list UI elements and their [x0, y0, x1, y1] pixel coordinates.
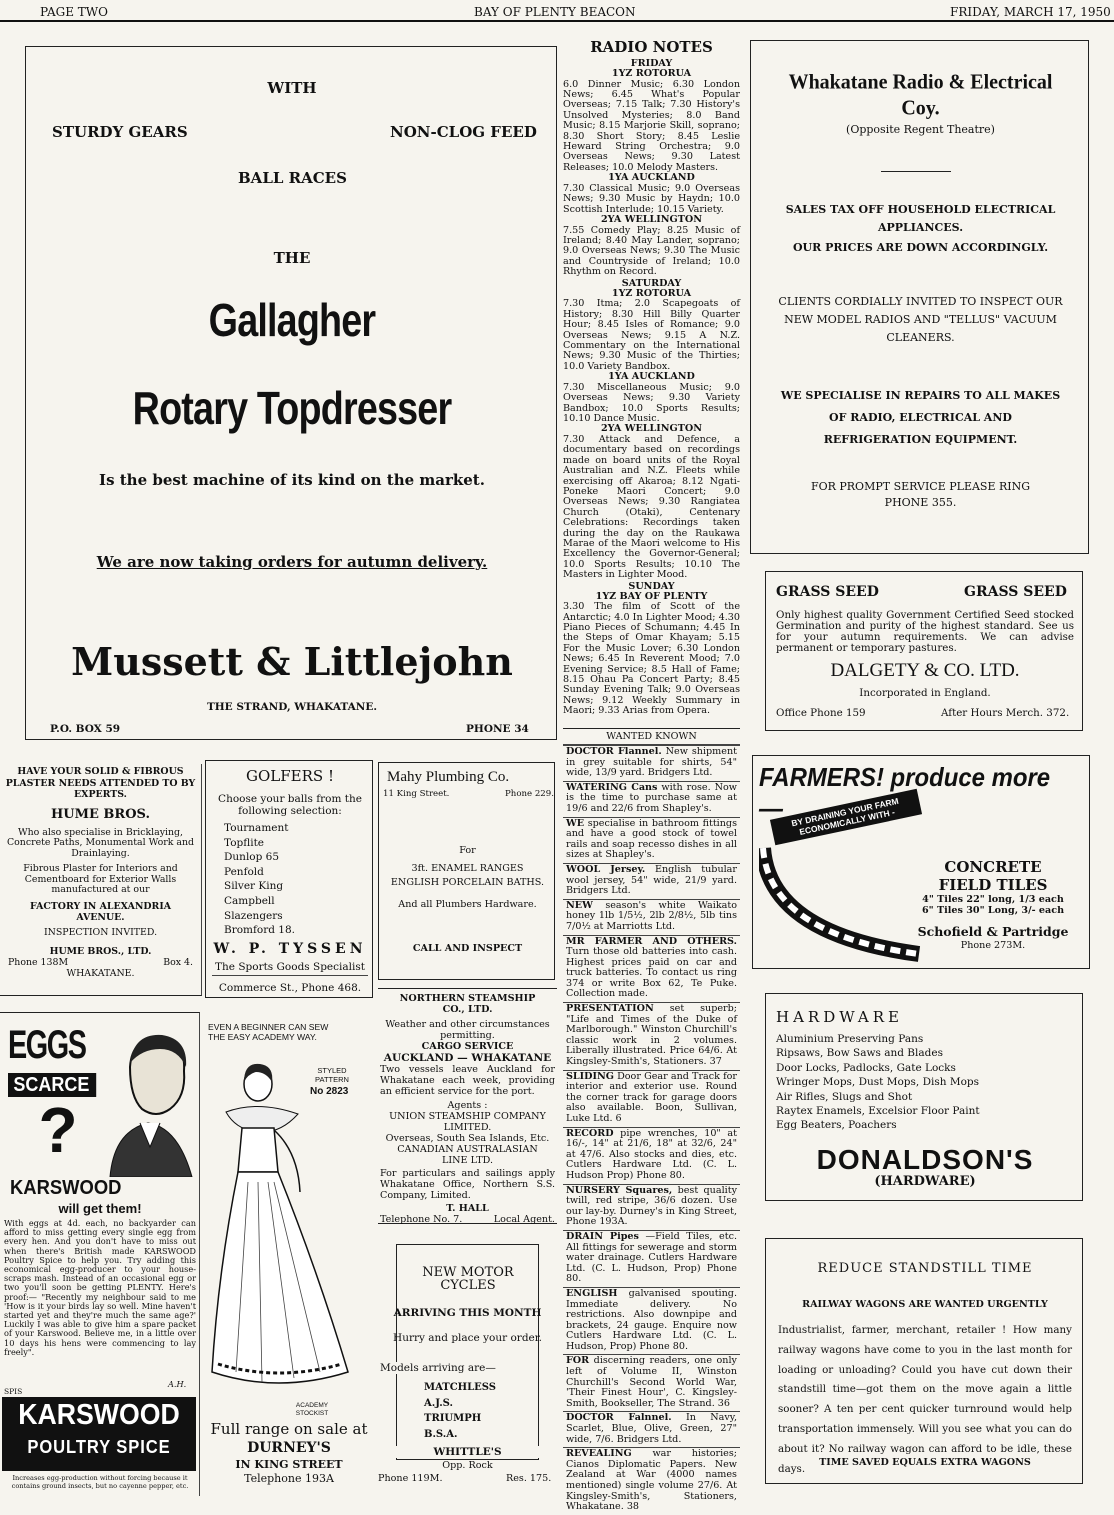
- tagline: Is the best machine of its kind on the market.: [99, 471, 485, 489]
- service-notice: FOR PROMPT SERVICE PLEASE RING PHONE 355.: [810, 480, 1031, 509]
- hume-factory: FACTORY IN ALEXANDRIA AVENUE.: [29, 901, 172, 924]
- wanted-item: [563, 817, 740, 863]
- steam-weather: Weather and other circumstances permitting.: [385, 1019, 550, 1041]
- radio-station: 2YA WELLINGTON: [601, 214, 702, 226]
- motor-cycles-ad: [378, 1232, 557, 1494]
- steam-agents: Agents :: [447, 1100, 488, 1111]
- golf-ball-item: Campbell: [224, 894, 275, 907]
- karswood-bottom-1: KARSWOOD: [18, 1399, 180, 1431]
- wanted-item-lead: NEW: [566, 899, 593, 911]
- wanted-item-text: with rose. Now is the time to purchase same at 19/6 and 22/6 from Shapley's.: [566, 781, 737, 814]
- short-rule: [881, 171, 951, 172]
- wanted-item-text: English tubular wool jersey, 54" wide, 21/9 yard. Bridgers Ltd.: [566, 863, 737, 897]
- grass-seed-ad: [765, 571, 1083, 731]
- golfers-ad: [205, 760, 373, 998]
- radio-day-heading: SATURDAY: [621, 277, 682, 289]
- karswood-word: KARSWOOD: [10, 1177, 122, 1199]
- steam-text: Two vessels leave Auckland for Whakatane each week, providing an efficient service for the port.: [380, 1064, 555, 1097]
- schofield-phone: Phone 273M.: [960, 940, 1026, 951]
- radio-programme: 7.30 Itma; 2.0 Scapegoats of History; 8.30 Hill Billy Quarter Hour; 8.45 Isles of Romance; 9.0 Overseas News; 9.15 A N.Z. Commentary on the International News; 9.30 Music of the Thirties; 10.0 Variety Bandbox.: [563, 298, 740, 372]
- motor-model: A.J.S.: [424, 1397, 454, 1409]
- clog-label: NON-CLOG FEED: [390, 123, 537, 141]
- steam-union: UNION STEAMSHIP COMPANY LIMITED.: [389, 1111, 546, 1133]
- academy-line-1: EVEN A BEGINNER CAN SEW: [208, 1022, 329, 1032]
- wanted-list: [563, 745, 740, 1515]
- wanted-item: [563, 1230, 740, 1287]
- durneys-street: IN KING STREET: [235, 1458, 343, 1471]
- get-them: will get them!: [58, 1201, 142, 1216]
- wanted-item: [563, 1184, 740, 1230]
- motor-model: TRIUMPH: [424, 1413, 482, 1424]
- radio-station: 1YZ ROTORUA: [611, 68, 692, 79]
- whittles-res: Res. 175.: [506, 1473, 552, 1484]
- races-label: BALL RACES: [238, 169, 347, 187]
- firm-name: Mussett & Littlejohn: [71, 639, 513, 684]
- radio-firm-opposite: (Opposite Regent Theatre): [846, 123, 995, 136]
- radio-programme: 3.30 The film of Scott of the Antarctic; 4.0 In Lighter Mood; 4.30 Piano Pieces of Schumann; 4.45 In the Steps of Omar Khayam; 5.15 For the Music Lover; 6.30 London News; 6.45 In Reverent Mood; 7.0 Evening Service; 8.5 Hall of Fame; 8.15 Ohau Pa Concert Party; 8.45 Sunday Evening Talk; 9.0 Overseas News; 9.12 Weekly Summary in Maori; 9.33 Arias from Opera.: [563, 601, 740, 717]
- wanted-item-lead: PRESENTATION: [566, 1003, 654, 1015]
- wanted-item-lead: FOR: [566, 1355, 590, 1367]
- durneys-tel: Telephone 193A: [244, 1472, 334, 1485]
- wanted-item: [563, 1447, 740, 1515]
- wanted-item: [563, 1002, 740, 1070]
- wanted-item: [563, 781, 740, 817]
- mahy-call: CALL AND INSPECT: [412, 943, 523, 954]
- styled-pattern: STYLED PATTERN: [315, 1066, 349, 1084]
- pipe-curve: [763, 848, 919, 954]
- motor-title: NEW MOTOR CYCLES: [422, 1265, 514, 1293]
- motor-list: [424, 1380, 496, 1442]
- mahy-for: For: [459, 845, 476, 856]
- grass-seed-left: GRASS SEED: [776, 584, 879, 600]
- steam-overseas: Overseas, South Sea Islands, Etc.: [385, 1133, 550, 1144]
- hardware-item: Ripsaws, Bow Saws and Blades: [776, 1047, 943, 1060]
- motor-model: B.S.A.: [424, 1428, 458, 1440]
- hume-phone-row: [0, 957, 201, 968]
- mahy-plumbing-ad: [378, 762, 555, 980]
- academy-stockist: ACADEMY STOCKIST: [295, 1402, 329, 1417]
- hardware-item: Aluminium Preserving Pans: [776, 1033, 924, 1045]
- issue-date: FRIDAY, MARCH 17, 1950: [950, 5, 1111, 19]
- grass-seed-right: GRASS SEED: [964, 584, 1067, 600]
- golf-ball-list: [224, 821, 295, 938]
- radio-notes: [563, 38, 740, 728]
- wanted-item: [563, 899, 740, 935]
- golf-ball-item: Slazengers: [224, 909, 283, 922]
- after-hours-phone: After Hours Merch. 372.: [941, 707, 1070, 719]
- hardware-item: Raytex Enamels, Excelsior Floor Paint: [776, 1105, 980, 1118]
- grass-seed-text: Only highest quality Government Certified Seed stocked Germination and purity of the highest standard. See us for your autumn requirements. We can advise permanent or temporary pastures.: [776, 609, 1074, 654]
- mahy-street: 11 King Street.: [383, 789, 450, 799]
- standstill-urgent: RAILWAY WAGONS ARE WANTED URGENTLY: [802, 1299, 1048, 1310]
- standstill-title: REDUCE STANDSTILL TIME: [817, 1261, 1033, 1276]
- wanted-item-lead: DOCTOR Flannel.: [566, 746, 662, 757]
- figure-skirt: [212, 1172, 348, 1383]
- hume-invite: INSPECTION INVITED.: [43, 926, 158, 938]
- whittles-opp: Opp. Rock: [442, 1460, 493, 1471]
- radio-firm-name: Whakatane Radio & Electrical Coy.: [788, 70, 1053, 120]
- wanted-item-lead: DRAIN Pipes: [566, 1230, 639, 1242]
- wanted-item: [563, 935, 740, 1003]
- tyssen-rule: [212, 975, 368, 976]
- motor-models: Models arriving are—: [380, 1362, 496, 1374]
- radio-programme: 7.30 Miscellaneous Music; 9.0 Overseas News; 9.30 Variety Bandbox; 10.0 Sports Results; 10.10 Dance Music.: [563, 381, 740, 424]
- wanted-item-text: set superb; "Life and Times of the Duke of Marlborough." Winston Churchill's classic work in 2 volumes. Liberally illustrated. Price 64/6. At Kingsley-Smith's, Stationers. 37: [566, 1003, 737, 1068]
- radio-programme: 6.0 Dinner Music; 6.30 London News; 6.45 What's Popular Overseas; 7.15 Talk; 7.30 History's Unsolved Mysteries; 8.0 Band Music; 8.15 Marjorie Skill, soprano; 8.30 Short Story; 8.45 Leslie Heward String Orchestra; 9.0 Overseas News; 9.30 Latest Releases; 10.0 Melody Masters.: [563, 78, 740, 173]
- hardware-item: Door Locks, Padlocks, Gate Locks: [776, 1061, 956, 1074]
- academy-line-2: THE EASY ACADEMY WAY.: [208, 1032, 317, 1042]
- with-label: WITH: [267, 79, 317, 97]
- firm-phone: PHONE 34: [466, 723, 529, 735]
- donaldson-name: DONALDSON'S: [816, 1144, 1034, 1175]
- hume-top: HAVE YOUR SOLID & FIBROUS PLASTER NEEDS ATTENDED TO BY EXPERTS.: [5, 766, 196, 800]
- whittles: WHITTLE'S: [378, 1446, 557, 1458]
- motor-hurry: Hurry and place your order.: [393, 1332, 542, 1344]
- farmers-tiles-ad: [752, 755, 1090, 969]
- wanted-item: [563, 1127, 740, 1184]
- golf-ball-item: Tournament: [224, 822, 289, 834]
- standstill-ad: [765, 1238, 1083, 1484]
- hardware-item: Egg Beaters, Poachers: [776, 1119, 897, 1132]
- wanted-item-text: galvanised spouting. Immediate delivery. No restrictions. Also downpipe and brackets, 24 gauge. Enquire now Cutlers Hardware Ltd. (C. L. Hudson, Prop) Phone 80.: [566, 1287, 737, 1352]
- golf-ball-item: Dunlop 65: [224, 851, 280, 864]
- mahy-phone: Phone 229.: [505, 789, 554, 799]
- radio-station: 1YZ BAY OF PLENTY: [595, 590, 708, 602]
- golf-ball-item: Silver King: [224, 880, 284, 893]
- eggs-word: EGGS: [8, 1023, 86, 1067]
- wanted-item-lead: ENGLISH: [566, 1287, 618, 1299]
- donaldson-sub: (HARDWARE): [874, 1174, 976, 1189]
- golfers-intro: Choose your balls from the following selection:: [218, 793, 362, 817]
- tyssen-addr: Commerce St., Phone 468.: [218, 982, 362, 994]
- motor-model: MATCHLESS: [424, 1382, 497, 1393]
- karswood-foot: Increases egg-production without forcing because it contains ground insects, but no cayenne pepper, etc.: [11, 1474, 189, 1490]
- tiles-title-2: FIELD TILES: [938, 876, 1048, 894]
- standstill-text: Industrialist, farmer, merchant, retailer ! How many railway wagons have come to you in the last month for loading or unloading? Could you have cut down their standstill time—got them on the move again a little sooner? A ten per cent quicker turnround would help transportation immensely. Will you see what you can do about it? No railway wagon can afford to be idle, these days.: [778, 1324, 1072, 1475]
- hume-p1: Who also specialise in Bricklaying, Concrete Paths, Monumental Work and Drainlaying.: [6, 826, 195, 860]
- figure-bodice: [238, 1128, 278, 1172]
- golf-ball-item: Bromford 18.: [224, 924, 295, 937]
- steam-route: AUCKLAND — WHAKATANE: [383, 1052, 552, 1064]
- steamship-ad: [378, 988, 557, 1224]
- wanted-item-lead: NURSERY Squares,: [566, 1184, 673, 1196]
- steam-canadian: CANADIAN AUSTRALASIAN LINE LTD.: [397, 1144, 538, 1166]
- steam-cargo: CARGO SERVICE: [421, 1041, 514, 1052]
- wanted-item: [563, 863, 740, 899]
- wanted-item-lead: REVEALING: [566, 1448, 632, 1460]
- tiles-title-1: CONCRETE: [944, 858, 1042, 876]
- mahy-name: Mahy Plumbing Co.: [387, 769, 510, 785]
- radio-station: 1YA AUCKLAND: [608, 172, 695, 184]
- steam-tel-row: [378, 1214, 557, 1225]
- wanted-item-lead: WATERING Cans: [566, 781, 658, 793]
- hume-phone: Phone 138M: [8, 956, 69, 968]
- academy-ad: [204, 1016, 374, 1496]
- donaldson-hardware-ad: [765, 993, 1083, 1201]
- full-range: Full range on sale at: [210, 1420, 368, 1438]
- wanted-item-text: specialise in bathroom fittings and have a good stock of towel rails and soap recesso dishes in all sizes at Shapley's.: [566, 817, 737, 861]
- karswood-sig: A.H.: [168, 1379, 187, 1389]
- hume-town: WHAKATANE.: [66, 967, 135, 979]
- page-number: PAGE TWO: [40, 5, 108, 19]
- wanted-item: [563, 1354, 740, 1411]
- whittles-phone: Phone 119M.: [378, 1473, 443, 1484]
- wanted-item-lead: RECORD: [566, 1127, 614, 1139]
- steam-hall: T. HALL: [446, 1203, 489, 1214]
- wanted-item-lead: MR FARMER AND OTHERS.: [566, 935, 737, 947]
- product-name-2: Rotary Topdresser: [132, 382, 452, 434]
- durneys: DURNEY'S: [247, 1440, 331, 1456]
- golf-ball-item: Topflite: [224, 836, 265, 849]
- office-phone: Office Phone 159: [776, 707, 866, 719]
- question-mark: ?: [38, 1094, 78, 1166]
- wanted-item-text: best quality twill, red stripe, 36/6 dozen. Use our lay-by. Durney's in King Street, Phone 193A.: [566, 1184, 737, 1228]
- hardware-item: Wringer Mops, Dust Mops, Dish Mops: [776, 1076, 980, 1089]
- whakatane-radio-ad: [750, 40, 1089, 554]
- dalgety-inc: Incorporated in England.: [859, 687, 991, 699]
- motor-arriving: ARRIVING THIS MONTH: [393, 1307, 542, 1319]
- man-portrait-illustration: [100, 1027, 196, 1177]
- wanted-item-text: Turn those old batteries into cash. Highest prices paid on car and truck batteries. To contact us ring 374 or write Box 62, Te Puke. Collection made.: [566, 946, 737, 1000]
- hume-bros-ad: [0, 764, 202, 996]
- the-label: THE: [273, 249, 311, 267]
- wanted-item-text: pipe wrenches, 10" at 16/-, 14" at 21/6, 18" at 32/6, 24" at 47/6. Also stocks and dies, etc. Cutlers Hardware Ltd. (C. L. Hudson Prop) Phone 80.: [566, 1127, 737, 1181]
- pattern-number: No 2823: [310, 1086, 349, 1097]
- hardware-title: HARDWARE: [776, 1008, 903, 1026]
- wanted-item-text: —Field Tiles, etc. All fittings for sewerage and storm water drainage. Cutlers Hardware Ltd. (C. L. Hudson, Prop) Phone 80.: [566, 1230, 738, 1285]
- wanted-item-text: season's white Waikato honey 1lb 1/5½, 2lb 2/8½, 5lb tins 7/0½ at Marriotts Ltd.: [566, 899, 737, 932]
- paper-name: BAY OF PLENTY BEACON: [474, 5, 636, 19]
- steam-agent: Local Agent.: [493, 1214, 555, 1225]
- dalgety-name: DALGETY & CO. LTD.: [830, 660, 1020, 681]
- radio-listings: [563, 58, 740, 717]
- mahy-l1: 3ft. ENAMEL RANGES: [411, 863, 524, 874]
- karswood-text: With eggs at 4d. each, no backyarder can afford to miss getting every single egg from every hen. And you don't have to miss out when there's British made KARSWOOD Poultry Spice to help you. Try adding this economical egg-producer to your house-scraps mash. Instead of an occasional egg or two you'll soon be getting PLENTY. Here's proof:— "Recently my neighbour said to me 'How is it your birds lay so well. Mine haven't started yet and they're much the same age?' Luckily I was able to give him a spare packet of your Karswood. Believe me, in a little over 10 days his hens were commencing to lay freely".: [4, 1218, 196, 1357]
- radio-day-heading: FRIDAY: [630, 58, 673, 69]
- karswood-bottom-2: POULTRY SPICE: [27, 1437, 171, 1457]
- wanted-item-text: New shipment in grey suitable for shirts, 54" wide, 13/9 yard. Bridgers Ltd.: [566, 746, 737, 779]
- wanted-item-text: In Navy, Scarlet, Blue, Olive, Green, 27" wide, 7/6. Bridgers Ltd.: [566, 1412, 737, 1445]
- farmers-banner: BY DRAINING YOUR FARM ECONOMICALLY WITH -: [770, 789, 922, 846]
- radio-title: RADIO NOTES: [590, 38, 713, 56]
- farmers-headline: FARMERS! produce more —: [759, 762, 1051, 823]
- wanted-known: [563, 730, 740, 1513]
- hume-name: HUME BROS.: [50, 806, 150, 822]
- hume-p2: Fibrous Plaster for Interiors and Cementboard for Exterior Walls manufactured at our: [23, 862, 178, 896]
- page-header: [0, 0, 1114, 22]
- wanted-item-lead: WOOL Jersey.: [566, 863, 646, 875]
- wanted-item-text: discerning readers, one only left of Volume II, Winston Churchill's Second World War, 'Their Finest Hour', C. Kingsley-Smith, Bookseller, The Strand. 36: [566, 1355, 737, 1409]
- orders-line: We are now taking orders for autumn delivery.: [96, 553, 488, 571]
- po-box: P.O. BOX 59: [50, 723, 121, 735]
- tiles-spec-2: 6" Tiles 30" Long, 3/- each: [921, 905, 1065, 916]
- spis-label: SPIS: [4, 1387, 23, 1396]
- schofield-name: Schofield & Partridge: [917, 924, 1069, 939]
- hume-ltd: HUME BROS., LTD.: [49, 945, 152, 957]
- golfers-title: GOLFERS !: [246, 767, 334, 785]
- wanted-item-lead: DOCTOR Falnnel.: [566, 1412, 672, 1424]
- tiles-spec-1: 4" Tiles 22" long, 1/3 each: [922, 894, 1064, 905]
- golf-ball-item: Penfold: [224, 865, 264, 878]
- product-name-1: Gallagher: [208, 294, 376, 346]
- wanted-item-lead: WE: [566, 817, 585, 829]
- wanted-item-text: war histories; Cianos Diplomatic Papers. New Zealand at War (4000 names mentioned) single volume 27/6. At Kingsley-Smith's, Stationers, Whakatane. 38: [566, 1448, 737, 1513]
- wanted-item-text: Door Gear and Track for interior and exterior use. Round the corner track for garage doors also available. Boon, Sullivan, Luke Ltd. 6: [566, 1070, 737, 1124]
- mahy-l3: And all Plumbers Hardware.: [398, 899, 537, 910]
- wanted-item: [563, 1070, 740, 1127]
- standstill-footer: TIME SAVED EQUALS EXTRA WAGONS: [819, 1457, 1031, 1468]
- gallagher-ad: [25, 46, 557, 740]
- wanted-item: [563, 1287, 740, 1355]
- wanted-title: WANTED KNOWN: [563, 730, 740, 745]
- karswood-ad: [0, 1012, 200, 1496]
- radio-station: 1YZ ROTORUA: [611, 287, 692, 299]
- wanted-item-lead: SLIDING: [566, 1070, 614, 1082]
- firm-address: THE STRAND, WHAKATANE.: [206, 701, 378, 713]
- scarce-word: SCARCE: [8, 1073, 96, 1097]
- gears-label: STURDY GEARS: [52, 123, 188, 141]
- woman-dress-illustration: [208, 1042, 372, 1414]
- tyssen-name: W. P. TYSSEN: [213, 941, 367, 957]
- hume-box: Box 4.: [163, 956, 193, 968]
- inspect-notice: CLIENTS CORDIALLY INVITED TO INSPECT OUR NEW MODEL RADIOS AND "TELLUS" VACUUM CLEANERS.: [778, 295, 1063, 344]
- radio-divider: [563, 728, 740, 729]
- steam-tel: Telephone No. 7.: [380, 1214, 463, 1225]
- hardware-item: Air Rifles, Slugs and Shot: [776, 1090, 913, 1103]
- hardware-list: [776, 1032, 980, 1133]
- radio-programme: 7.55 Comedy Play; 8.25 Music of Ireland; 8.40 May Lander, soprano; 9.0 Overseas News; 9.30 The Music and Countryside of Ireland; 10.0 Rhythm on Record.: [563, 224, 740, 278]
- prices-notice: OUR PRICES ARE DOWN ACCORDINGLY.: [792, 241, 1049, 254]
- tyssen-spec: The Sports Goods Specialist: [215, 961, 365, 973]
- steam-particulars: For particulars and sailings apply Whakatane Office, Northern S.S. Company, Limited.: [380, 1168, 555, 1201]
- mahy-l2: ENGLISH PORCELAIN BATHS.: [390, 877, 545, 888]
- wanted-item: [563, 745, 740, 781]
- radio-station: 2YA WELLINGTON: [601, 423, 702, 435]
- radio-programme: 7.30 Attack and Defence, a documentary based on recordings made on board units of the Royal Australian and N.Z. Fleets while exercising off Akaroa; 8.12 Ngati-Poneke Maori Concert; 9.0 Overseas News; 9.30 Rangiatea Church (Otaki), Centenary Celebrations: Recordings taken during the day on the Raukawa Marae of the Maori welcome to His Excellency the Governor-General; 10.0 Sports Results; 10.10 The Masters in Lighter Mood.: [563, 433, 740, 581]
- repairs-notice: WE SPECIALISE IN REPAIRS TO ALL MAKES OF RADIO, ELECTRICAL AND REFRIGERATION EQUIPMENT.: [780, 389, 1061, 446]
- radio-programme: 7.30 Classical Music; 9.0 Overseas News; 9.30 Music by Haydn; 10.0 Scottish Interlude; 10.15 Variety.: [563, 182, 740, 215]
- wanted-item: [563, 1411, 740, 1447]
- tax-notice: SALES TAX OFF HOUSEHOLD ELECTRICAL APPLIANCES.: [785, 203, 1056, 234]
- radio-station: 1YA AUCKLAND: [608, 371, 695, 383]
- radio-day-heading: SUNDAY: [628, 580, 675, 592]
- steam-title: NORTHERN STEAMSHIP CO., LTD.: [399, 993, 536, 1015]
